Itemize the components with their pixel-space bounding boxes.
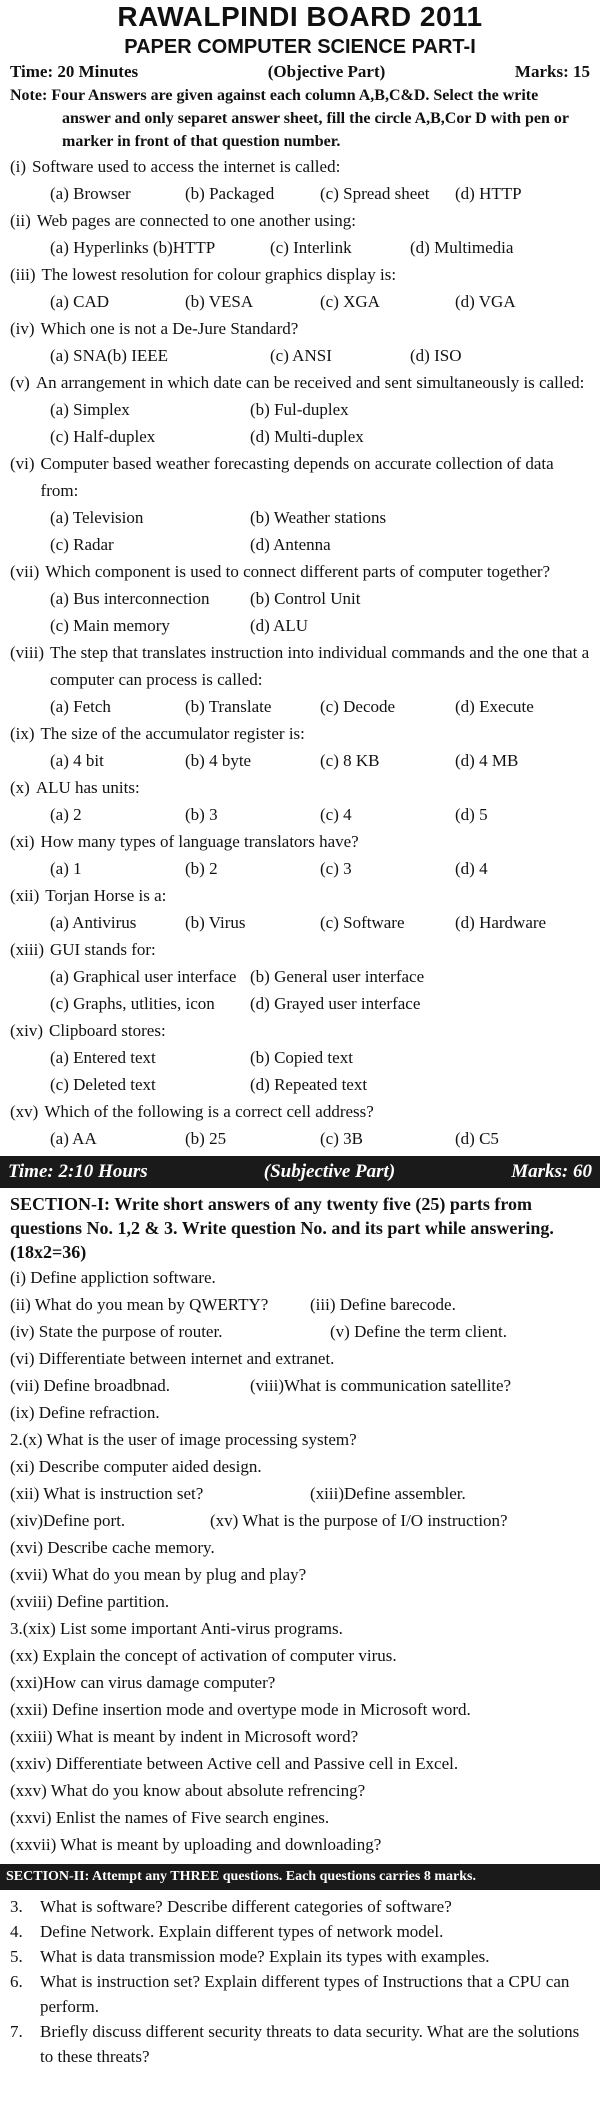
mcq-question — [10, 1017, 590, 1044]
mcq-option[interactable]: (d) HTTP — [455, 184, 522, 203]
mcq-option[interactable]: (c) Main memory — [50, 616, 170, 635]
mcq-option[interactable]: (d) Execute — [455, 697, 534, 716]
mcq-text: Clipboard stores: — [49, 1021, 166, 1040]
paper-title: PAPER COMPUTER SCIENCE PART-I — [124, 36, 476, 58]
short-question: (xvii) What do you mean by plug and play? — [10, 1565, 307, 1584]
mcq-options — [10, 855, 590, 882]
mcq-text: Software used to access the internet is called: — [32, 157, 341, 176]
subjective-time: Time: 2:10 Hours — [8, 1161, 148, 1182]
mcq-option[interactable]: (a) Hyperlinks (b)HTTP — [50, 238, 216, 257]
short-question: (xiv)Define port. — [10, 1511, 126, 1530]
mcq-text: Which one is not a De-Jure Standard? — [40, 319, 299, 338]
mcq-options — [10, 180, 590, 207]
mcq-number: (xiii) — [10, 940, 44, 959]
mcq-option[interactable]: (a) Bus interconnection — [50, 589, 210, 608]
short-question-row — [10, 1507, 590, 1534]
mcq-number: (xi) — [10, 832, 35, 851]
mcq-option[interactable]: (c) Interlink — [270, 238, 352, 257]
long-question-text: What is software? Describe different categories of software? — [40, 1897, 452, 1916]
mcq-options — [10, 585, 590, 639]
short-question: 2.(x) What is the user of image processing system? — [10, 1430, 357, 1449]
mcq-option[interactable]: (c) Spread sheet — [320, 184, 430, 203]
section1-title: SECTION-I: — [10, 1194, 111, 1214]
mcq-option[interactable]: (a) Fetch — [50, 697, 111, 716]
mcq-number: (vii) — [10, 562, 40, 581]
long-question — [10, 1944, 590, 1969]
short-question: (ii) What do you mean by QWERTY? — [10, 1295, 269, 1314]
subjective-header — [0, 1156, 600, 1188]
mcq-option[interactable]: (a) SNA(b) IEEE — [50, 346, 169, 365]
short-question: (ix) Define refraction. — [10, 1403, 160, 1422]
mcq-option[interactable]: (d) Repeated text — [250, 1075, 368, 1094]
mcq-option[interactable]: (b) Packaged — [185, 184, 275, 203]
mcq-question — [10, 882, 590, 909]
mcq-text: How many types of language translators have? — [40, 832, 359, 851]
mcq-option[interactable]: (d) ISO — [410, 346, 462, 365]
short-question: (xv) What is the purpose of I/O instruction? — [210, 1511, 508, 1530]
mcq-options — [10, 747, 590, 774]
short-question: (i) Define appliction software. — [10, 1268, 216, 1287]
long-question-number: 6. — [10, 1972, 23, 1991]
mcq-text: Web pages are connected to one another using: — [36, 211, 356, 230]
mcq-option[interactable]: (d) 4 — [455, 859, 488, 878]
mcq-number: (x) — [10, 778, 30, 797]
mcq-text: Torjan Horse is a: — [45, 886, 167, 905]
long-question-text: Briefly discuss different security threats to data security. What are the solutions to these threats? — [40, 2022, 580, 2066]
mcq-question — [10, 720, 590, 747]
mcq-options — [10, 963, 590, 1017]
mcq-options — [10, 1044, 590, 1098]
mcq-option[interactable]: (a) Entered text — [50, 1048, 156, 1067]
mcq-question — [10, 450, 590, 504]
objective-part: (Objective Part) — [267, 62, 386, 81]
section1-marks: (18x2=36) — [10, 1242, 87, 1262]
mcq-text: The step that translates instruction into individual commands and the one that a computer can process is called: — [50, 643, 590, 689]
short-question: (xi) Describe computer aided design. — [10, 1457, 262, 1476]
question-1-parts — [10, 1264, 590, 1426]
mcq-number: (v) — [10, 373, 30, 392]
mcq-option[interactable]: (c) Software — [320, 913, 405, 932]
mcq-options — [10, 234, 590, 261]
mcq-text: GUI stands for: — [50, 940, 156, 959]
mcq-option[interactable]: (b) 25 — [185, 1129, 227, 1148]
long-question-number: 3. — [10, 1897, 23, 1916]
long-question — [10, 1919, 590, 1944]
mcq-question — [10, 1098, 590, 1125]
mcq-option[interactable]: (b) Translate — [185, 697, 272, 716]
objective-meta — [10, 60, 590, 84]
mcq-option[interactable]: (c) Deleted text — [50, 1075, 156, 1094]
mcq-question — [10, 936, 590, 963]
short-question: (xvi) Describe cache memory. — [10, 1538, 215, 1557]
mcq-option[interactable]: (d) Multi-duplex — [250, 427, 364, 446]
mcq-option[interactable]: (c) 8 KB — [320, 751, 380, 770]
mcq-options — [10, 693, 590, 720]
short-question: (xiii)Define assembler. — [310, 1484, 466, 1503]
long-question-number: 7. — [10, 2022, 23, 2041]
mcq-options — [10, 1125, 590, 1152]
objective-note: Note: Four Answers are given against each column A,B,C&D. Select the write answer and only separet answer sheet, fill the circle A,B,Cor D with pen or marker in front of that question number. — [10, 87, 569, 150]
mcq-option[interactable]: (b) 2 — [185, 859, 218, 878]
mcq-option[interactable]: (a) 1 — [50, 859, 82, 878]
mcq-text: An arrangement in which date can be received and sent simultaneously is called: — [35, 373, 585, 392]
mcq-option[interactable]: (b) Weather stations — [250, 508, 387, 527]
mcq-option[interactable]: (d) 4 MB — [455, 751, 519, 770]
mcq-option[interactable]: (b) Ful-duplex — [250, 400, 349, 419]
mcq-option[interactable]: (d) C5 — [455, 1129, 499, 1148]
short-question: (vii) Define broadbnad. — [10, 1376, 171, 1395]
mcq-number: (xv) — [10, 1102, 39, 1121]
long-question-text: What is data transmission mode? Explain its types with examples. — [40, 1947, 490, 1966]
mcq-option[interactable]: (a) Simplex — [50, 400, 130, 419]
section2-header: SECTION-II: Attempt any THREE questions. Each questions carries 8 marks. — [0, 1864, 600, 1890]
mcq-question — [10, 369, 590, 396]
mcq-options — [10, 504, 590, 558]
mcq-option[interactable]: (b) Virus — [185, 913, 246, 932]
mcq-option[interactable]: (b) 4 byte — [185, 751, 252, 770]
mcq-options — [10, 342, 590, 369]
question-2-parts — [10, 1426, 590, 1615]
short-question: (v) Define the term client. — [330, 1322, 508, 1341]
short-question: (xx) Explain the concept of activation of computer virus. — [10, 1646, 397, 1665]
mcq-option[interactable]: (d) Multimedia — [410, 238, 514, 257]
mcq-option[interactable]: (a) Television — [50, 508, 144, 527]
mcq-options — [10, 288, 590, 315]
long-question-text: Define Network. Explain different types of network model. — [40, 1922, 444, 1941]
short-question: (xii) What is instruction set? — [10, 1484, 204, 1503]
mcq-question — [10, 828, 590, 855]
short-question: (xviii) Define partition. — [10, 1592, 170, 1611]
mcq-number: (iii) — [10, 265, 36, 284]
long-question-text: What is instruction set? Explain different types of Instructions that a CPU can perform. — [40, 1972, 570, 2016]
mcq-option[interactable]: (d) 5 — [455, 805, 488, 824]
mcq-option[interactable]: (c) 3 — [320, 859, 352, 878]
board-title: RAWALPINDI BOARD 2011 — [117, 1, 483, 32]
subjective-part: (Subjective Part) — [263, 1161, 396, 1182]
short-question: (xxvii) What is meant by uploading and downloading? — [10, 1835, 382, 1854]
mcq-text: ALU has units: — [35, 778, 140, 797]
mcq-option[interactable]: (c) ANSI — [270, 346, 332, 365]
mcq-option[interactable]: (c) 4 — [320, 805, 352, 824]
mcq-text: The lowest resolution for colour graphics display is: — [41, 265, 397, 284]
mcq-number: (viii) — [10, 643, 44, 662]
mcq-number: (i) — [10, 157, 27, 176]
mcq-options — [10, 396, 590, 450]
mcq-option[interactable]: (d) Hardware — [455, 913, 547, 932]
mcq-question — [10, 639, 590, 693]
mcq-text: Which of the following is a correct cell address? — [44, 1102, 374, 1121]
short-question: (xxvi) Enlist the names of Five search engines. — [10, 1808, 330, 1827]
long-question — [10, 1969, 590, 2019]
short-question: (xxii) Define insertion mode and overtype mode in Microsoft word. — [10, 1700, 471, 1719]
mcq-option[interactable]: (b) Copied text — [250, 1048, 353, 1067]
short-question: (viii)What is communication satellite? — [250, 1376, 512, 1395]
mcq-text: The size of the accumulator register is: — [40, 724, 305, 743]
mcq-option[interactable]: (c) XGA — [320, 292, 380, 311]
mcq-number: (ix) — [10, 724, 35, 743]
mcq-option[interactable]: (a) CAD — [50, 292, 110, 311]
mcq-list — [10, 153, 590, 1152]
mcq-text: Computer based weather forecasting depends on accurate collection of data from: — [40, 454, 554, 500]
mcq-option[interactable]: (d) Antenna — [250, 535, 331, 554]
long-question — [10, 1894, 590, 1919]
short-question: (iv) State the purpose of router. — [10, 1322, 223, 1341]
mcq-number: (vi) — [10, 454, 35, 473]
mcq-option[interactable]: (a) 2 — [50, 805, 82, 824]
short-question-row — [10, 1372, 590, 1399]
short-question: 3.(xix) List some important Anti-virus programs. — [10, 1619, 343, 1638]
question-3-parts — [10, 1615, 590, 1858]
mcq-option[interactable]: (b) Control Unit — [250, 589, 361, 608]
objective-marks: Marks: 15 — [514, 62, 590, 81]
short-question: (xxv) What do you know about absolute refrencing? — [10, 1781, 366, 1800]
mcq-text: Which component is used to connect different parts of computer together? — [45, 562, 551, 581]
mcq-options — [10, 909, 590, 936]
mcq-option[interactable]: (c) 3B — [320, 1129, 363, 1148]
section1-instructions — [10, 1192, 590, 1264]
short-question: (vi) Differentiate between internet and extranet. — [10, 1349, 335, 1368]
mcq-option[interactable]: (a) Graphical user interface — [50, 967, 237, 986]
mcq-options — [10, 801, 590, 828]
short-question: (xxiii) What is meant by indent in Microsoft word? — [10, 1727, 359, 1746]
short-question: (iii) Define barecode. — [310, 1295, 456, 1314]
mcq-option[interactable]: (c) Decode — [320, 697, 396, 716]
short-question-row — [10, 1318, 590, 1345]
mcq-option[interactable]: (c) Half-duplex — [50, 427, 156, 446]
mcq-option[interactable]: (a) AA — [50, 1129, 97, 1148]
mcq-question — [10, 207, 590, 234]
subjective-marks: Marks: 60 — [511, 1161, 592, 1182]
long-question-list — [10, 1894, 590, 2069]
mcq-option[interactable]: (a) Antivirus — [50, 913, 137, 932]
mcq-option[interactable]: (c) Radar — [50, 535, 114, 554]
mcq-question — [10, 558, 590, 585]
mcq-question — [10, 315, 590, 342]
short-question: (xxi)How can virus damage computer? — [10, 1673, 276, 1692]
mcq-option[interactable]: (b) 3 — [185, 805, 218, 824]
long-question-number: 4. — [10, 1922, 23, 1941]
mcq-option[interactable]: (b) General user interface — [250, 967, 425, 986]
short-question-row — [10, 1291, 590, 1318]
mcq-number: (xii) — [10, 886, 40, 905]
long-question — [10, 2019, 590, 2069]
long-question-number: 5. — [10, 1947, 23, 1966]
mcq-option[interactable]: (c) Graphs, utlities, icon — [50, 994, 215, 1013]
mcq-option[interactable]: (d) VGA — [455, 292, 516, 311]
mcq-option[interactable]: (b) VESA — [185, 292, 254, 311]
mcq-number: (iv) — [10, 319, 35, 338]
objective-time: Time: 20 Minutes — [10, 62, 139, 81]
short-question: (xxiv) Differentiate between Active cell and Passive cell in Excel. — [10, 1754, 459, 1773]
section1-instruction-text: Write short answers of any twenty five (25) parts from questions No. 1,2 & 3. Write question No. and its part while answering. — [10, 1194, 554, 1238]
mcq-option[interactable]: (a) Browser — [50, 184, 131, 203]
mcq-option[interactable]: (d) ALU — [250, 616, 309, 635]
mcq-number: (ii) — [10, 211, 31, 230]
mcq-number: (xiv) — [10, 1021, 44, 1040]
mcq-option[interactable]: (a) 4 bit — [50, 751, 104, 770]
mcq-question — [10, 153, 590, 180]
mcq-option[interactable]: (d) Grayed user interface — [250, 994, 421, 1013]
mcq-question — [10, 774, 590, 801]
short-question-row — [10, 1480, 590, 1507]
mcq-question — [10, 261, 590, 288]
